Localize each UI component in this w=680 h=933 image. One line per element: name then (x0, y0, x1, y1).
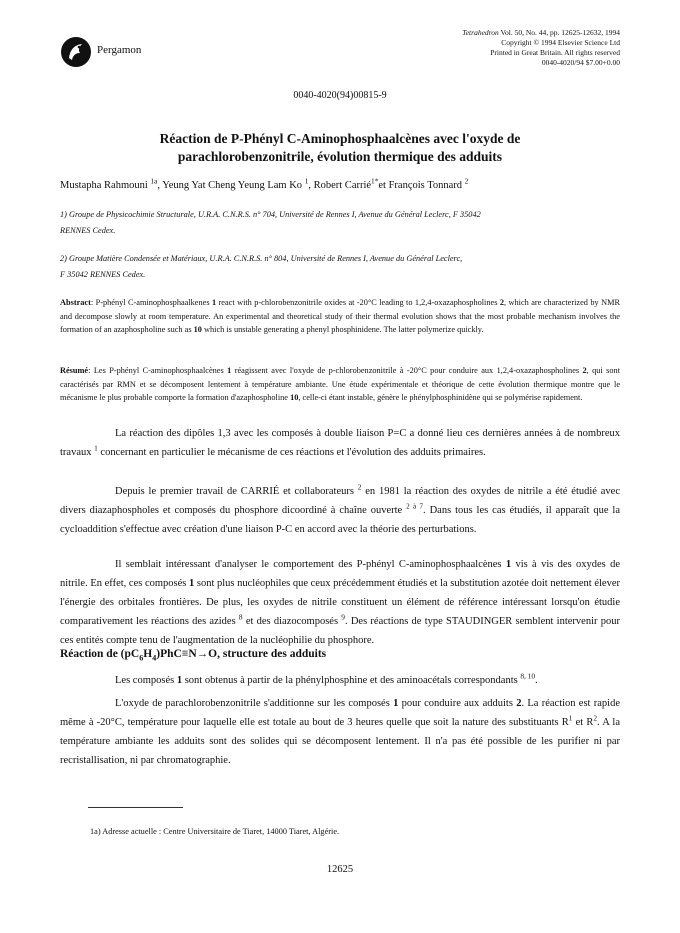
compound-number: 2 (516, 698, 522, 709)
compound-number: 10 (193, 325, 202, 334)
resume-text: , qui sont caractérisés par RMN et se décomposent lentement à température ambiante. Une étude expérimentale et théorique de cette évolution thermique montre que le mécanisme le plus probable comporte la formation d'azaphospholine (60, 366, 620, 402)
compound-number: 1 (189, 578, 195, 589)
author-2-mark: 1 (304, 176, 309, 186)
abstract-text: , which are characterized by NMR and decompose slowly at room temperature. An experimental and theoretical study of their thermal evolution shows that the most probable mechanism involves the formation of an azaphospholine such as (60, 298, 620, 334)
body-text: Il semblait intéressant d'analyser le comportement des P-phényl C-aminophosphaalcènes (115, 559, 506, 570)
reference-mark: 9 (341, 612, 345, 622)
body-text: . (535, 675, 538, 686)
compound-number: 1 (505, 559, 512, 570)
body-text: sont plus nucléophiles que ceux précédemment étudiés et la substitution azotée doit nettement élever l'énergie des orbitales frontières. De plus, les oxydes de nitrile constituent un élément de référence intéressant lorsqu'on étudie comparativement les réactions des azides (60, 578, 620, 627)
body-text: . La réaction est rapide même à -20°C, température pour laquelle elle est totale au bout de 3 heures quelle que soit la nature des substituants R (60, 698, 620, 728)
article-title (60, 130, 620, 166)
copyright-line: Copyright © 1994 Elsevier Science Ltd (501, 38, 620, 47)
reference-mark: 2 (357, 482, 362, 492)
pergamon-logo-icon (60, 36, 92, 68)
author-4: et François Tonnard (378, 180, 463, 191)
reference-mark: 2 à 7 (406, 501, 424, 511)
section-heading (60, 648, 327, 663)
article-code: 0040-4020(94)00815-9 (293, 90, 387, 101)
author-2: , Yeung Yat Cheng Yeung Lam Ko (157, 180, 303, 191)
paragraph-motivation (60, 555, 620, 650)
heading-subscript: 6 (139, 653, 144, 663)
affiliation-1-line-2: RENNES Cedex. (60, 226, 116, 235)
publisher-name: Pergamon (97, 44, 142, 56)
title-line-1: Réaction de P-Phényl C-Aminophosphaalcènes avec l'oxyde de (159, 131, 521, 146)
body-text: pour conduire aux adduits (398, 698, 517, 709)
reference-mark: 1 (94, 443, 98, 453)
abstract-french (60, 364, 620, 405)
abstract-label: Abstract (60, 298, 91, 307)
abstract-text: react with p-chlorobenzonitrile oxides at -20°C leading to 1,2,4-oxazaphospholines (216, 298, 500, 307)
compound-number: 1 (176, 675, 183, 686)
resume-text: : Les P-phényl C-aminophosphaalcènes (88, 366, 228, 375)
body-text: concernant en particulier le mécanisme de ces réactions et l'évolution des adduits primaires. (97, 447, 486, 458)
body-text: L'oxyde de parachlorobenzonitrile s'additionne sur les composés (115, 698, 394, 709)
body-text: en 1981 la réaction des oxydes de nitrile a été étudié avec divers diazaphospholes et composés du phosphore dicoordiné à chaîne ouverte (60, 486, 620, 516)
citation: Vol. 50, No. 44, pp. 12625-12632, 1994 (500, 28, 620, 37)
affiliation-1 (60, 207, 620, 239)
compound-number: 1 (211, 298, 217, 307)
abstract-text: which is unstable generating a phenyl phosphinidene. The latter polymerize quickly. (201, 325, 484, 334)
page-number: 12625 (326, 864, 354, 875)
heading-text: )PhC≡N→O, structure des adduits (156, 648, 327, 660)
reference-mark: 8 (238, 612, 243, 622)
author-list (60, 176, 469, 191)
printed-line: Printed in Great Britain. All rights reserved (490, 48, 620, 57)
footnote: 1a) Adresse actuelle : Centre Universitaire de Tiaret, 14000 Tiaret, Algérie. (90, 827, 340, 836)
affiliation-2 (60, 251, 620, 283)
paragraph-intro (60, 424, 620, 462)
paragraph-synthesis (60, 671, 620, 690)
resume-label: Résumé (60, 366, 89, 375)
body-text: et R (572, 717, 594, 728)
paragraph-reaction (60, 694, 620, 770)
affiliation-2-line-2: F 35042 RENNES Cedex. (60, 270, 146, 279)
compound-number: 2 (499, 298, 504, 307)
resume-text: , celle-ci étant instable, génère le phénylphosphinidène qui se polymérise rapidement. (298, 393, 583, 402)
body-text: Depuis le premier travail de CARRIÉ et collaborateurs (115, 486, 358, 497)
abstract-english (60, 296, 620, 337)
author-4-mark: 2 (464, 176, 469, 186)
compound-number: 1 (393, 698, 399, 709)
author-3: , Robert Carrié (308, 180, 372, 191)
footnote-divider (88, 807, 183, 808)
heading-subscript: 4 (152, 653, 157, 663)
body-text: . Des réactions de type STAUDINGER semblent intervenir pour ces entités compte tenu de l'augmentation de la nucléophilie du phosphore. (60, 616, 620, 646)
heading-text: Réaction de (pC (60, 648, 140, 660)
body-text: La réaction des dipôles 1,3 avec les composés à double liaison P=C a donné lieu ces dernières années à de nombreux travaux (60, 428, 620, 458)
journal-header (462, 28, 620, 68)
reference-mark: 2 (593, 713, 598, 723)
author-1-mark: 1a (150, 176, 158, 186)
paragraph-history (60, 482, 620, 539)
author-3-mark: 1* (371, 176, 379, 186)
affiliation-1-line-1: 1) Groupe de Physicochimie Structurale, U.R.A. C.N.R.S. n° 704, Université de Rennes I, Avenue du Général Leclerc, F 35042 (60, 210, 481, 219)
reference-mark: 1 (568, 713, 573, 723)
body-text: . Dans tous les cas étudiés, il apparaît que la cycloaddition s'effectue avec création d'une liaison P-C en accord avec la théorie des perturbations. (60, 505, 620, 535)
body-text: et des diazocomposés (242, 616, 342, 627)
body-text: sont obtenus à partir de la phénylphosphine et des aminoacétals correspondants (182, 675, 521, 686)
reference-mark: 8, 10 (520, 671, 536, 681)
body-text: Les composés (115, 675, 177, 686)
heading-text: H (143, 648, 153, 660)
compound-number: 10 (290, 393, 299, 402)
resume-text: réagissent avec l'oxyde de p-chlorobenzonitrile à -20°C pour conduire aux 1,2,4-oxazaphospholines (231, 366, 583, 375)
issn-line: 0040-4020/94 $7.00+0.00 (541, 58, 620, 67)
compound-number: 2 (582, 366, 587, 375)
author-1: Mustapha Rahmouni (60, 180, 148, 191)
journal-name: Tetrahedron (462, 28, 499, 37)
body-text: vis à vis des oxydes de nitrile. En effet, ces composés (60, 559, 620, 589)
abstract-text: : P-phényl C-aminophosphaalkenes (90, 298, 212, 307)
compound-number: 1 (227, 366, 232, 375)
title-line-2: parachlorobenzonitrile, évolution thermique des adduits (177, 149, 503, 164)
body-text: . A la température ambiante les adduits sont des solides qui se décomposent lentement. Il n'a pas été possible de les purifier ni par recristallisation, ni par chromatographie. (60, 717, 620, 766)
affiliation-2-line-1: 2) Groupe Matière Condensée et Matériaux, U.R.A. C.N.R.S. n° 804, Université de Rennes I, Avenue du Général Leclerc, (60, 254, 463, 263)
